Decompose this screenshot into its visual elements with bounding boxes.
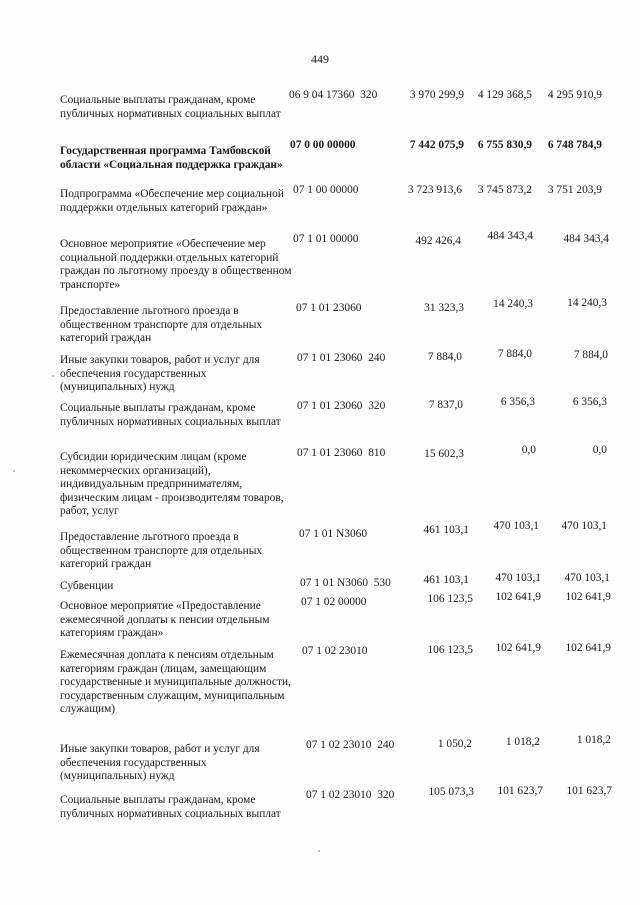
row-value-3: 470 103,1 — [564, 572, 610, 584]
row-code: 07 1 01 23060 320 — [297, 400, 386, 412]
row-value-2: 14 240,3 — [493, 298, 533, 310]
row-name: Социальные выплаты гражданам, кроме публичных нормативных социальных выплат — [60, 402, 281, 428]
row-code: 07 1 01 00000 — [293, 233, 359, 245]
row-code: 07 1 01 N3060 — [299, 528, 368, 540]
row-code: 07 1 02 23010 240 — [306, 739, 395, 751]
row-value-3: 6 748 784,9 — [547, 139, 602, 151]
row-code: 07 1 01 N3060 530 — [300, 577, 391, 589]
row-value-2: 101 623,7 — [497, 785, 543, 797]
row-code: 07 1 00 00000 — [293, 184, 359, 196]
row-name: Иные закупки товаров, работ и услуг для обеспечения государственных (муниципальных) нужд — [60, 354, 260, 394]
row-value-1: 461 103,1 — [423, 524, 469, 536]
row-name: Предоставление льготного проезда в общественном транспорте для отдельных категорий граждан — [60, 531, 263, 571]
row-value-2: 470 103,1 — [493, 520, 539, 532]
row-value-2: 6 356,3 — [500, 396, 535, 408]
row-value-2: 4 129 368,5 — [477, 89, 532, 101]
row-value-2: 0,0 — [521, 444, 536, 456]
row-value-3: 7 884,0 — [573, 349, 608, 361]
row-value-2: 6 755 830,9 — [477, 139, 532, 151]
row-code: 07 1 02 00000 — [301, 596, 367, 608]
row-name: Основное мероприятие «Обеспечение мер социальной поддержки отдельных категорий граждан по льготному проезду в общественном транспорте» — [60, 238, 292, 291]
row-value-1: 7 442 075,9 — [409, 139, 464, 151]
row-code: 07 1 02 23010 — [302, 645, 368, 657]
row-value-3: 101 623,7 — [566, 785, 612, 797]
row-value-3: 470 103,1 — [561, 520, 607, 532]
row-name: Государственная программа Тамбовской области «Социальная поддержка граждан» — [60, 145, 283, 171]
row-value-3: 4 295 910,9 — [547, 89, 602, 101]
page-number: 449 — [311, 52, 329, 66]
row-name: Основное мероприятие «Предоставление ежемесячной доплаты к пенсии отдельным категориям граждан» — [60, 600, 270, 640]
row-name: Иные закупки товаров, работ и услуг для обеспечения государственных (муниципальных) нужд — [60, 743, 260, 783]
row-name: Ежемесячная доплата к пенсиям отдельным категориям граждан (лицам, замещающим государственные и муниципальные должности, государственным служащим, муниципальным служащим) — [60, 649, 291, 716]
row-value-3: 484 343,4 — [563, 233, 609, 245]
row-value-2: 470 103,1 — [495, 572, 541, 584]
row-value-3: 102 641,9 — [565, 591, 611, 603]
row-name: Предоставление льготного проезда в общественном транспорте для отдельных категорий граждан — [60, 305, 263, 345]
row-value-1: 106 123,5 — [427, 644, 473, 656]
row-code: 07 1 01 23060 240 — [297, 352, 386, 364]
row-code: 06 9 04 17360 320 — [289, 89, 378, 101]
row-value-1: 106 123,5 — [427, 593, 473, 605]
row-name: Субвенции — [60, 580, 114, 592]
row-code: 07 1 01 23060 810 — [297, 447, 386, 459]
row-value-3: 102 641,9 — [565, 642, 611, 654]
row-value-2: 102 641,9 — [495, 642, 541, 654]
scan-speck — [318, 850, 320, 852]
row-value-1: 461 103,1 — [423, 574, 469, 586]
row-value-1: 3 723 913,6 — [407, 184, 462, 196]
row-name: Подпрограмма «Обеспечение мер социальной поддержки отдельных категорий граждан» — [60, 188, 284, 214]
row-name: Субсидии юридическим лицам (кроме некоммерческих организаций), индивидуальным предпринимателям, физическим лицам - производителям товаров, работ, услуг — [60, 451, 284, 518]
row-value-2: 3 745 873,2 — [477, 184, 532, 196]
row-value-3: 1 018,2 — [576, 734, 611, 746]
row-value-1: 7 884,0 — [427, 351, 462, 363]
row-value-2: 1 018,2 — [505, 736, 540, 748]
row-value-3: 0,0 — [592, 444, 607, 456]
scan-speck — [13, 470, 15, 472]
row-value-3: 14 240,3 — [567, 297, 607, 309]
row-value-1: 3 970 299,9 — [409, 89, 464, 101]
row-value-1: 31 323,3 — [424, 302, 464, 314]
row-code: 07 1 01 23060 — [296, 302, 362, 314]
row-value-1: 105 073,3 — [428, 786, 474, 798]
row-value-1: 1 050,2 — [437, 738, 472, 750]
row-value-2: 102 641,9 — [495, 591, 541, 603]
row-value-1: 15 602,3 — [424, 448, 464, 460]
row-value-3: 6 356,3 — [572, 396, 607, 408]
row-code: 07 1 02 23010 320 — [306, 789, 395, 801]
row-value-1: 7 837,0 — [428, 399, 463, 411]
row-name: Социальные выплаты гражданам, кроме публичных нормативных социальных выплат — [60, 94, 281, 120]
row-value-1: 492 426,4 — [415, 235, 461, 247]
scan-speck — [52, 375, 54, 377]
row-value-2: 484 343,4 — [487, 230, 533, 242]
row-code: 07 0 00 00000 — [290, 139, 356, 151]
row-value-3: 3 751 203,9 — [547, 184, 602, 196]
row-name: Социальные выплаты гражданам, кроме публичных нормативных социальных выплат — [60, 794, 281, 820]
row-value-2: 7 884,0 — [497, 348, 532, 360]
